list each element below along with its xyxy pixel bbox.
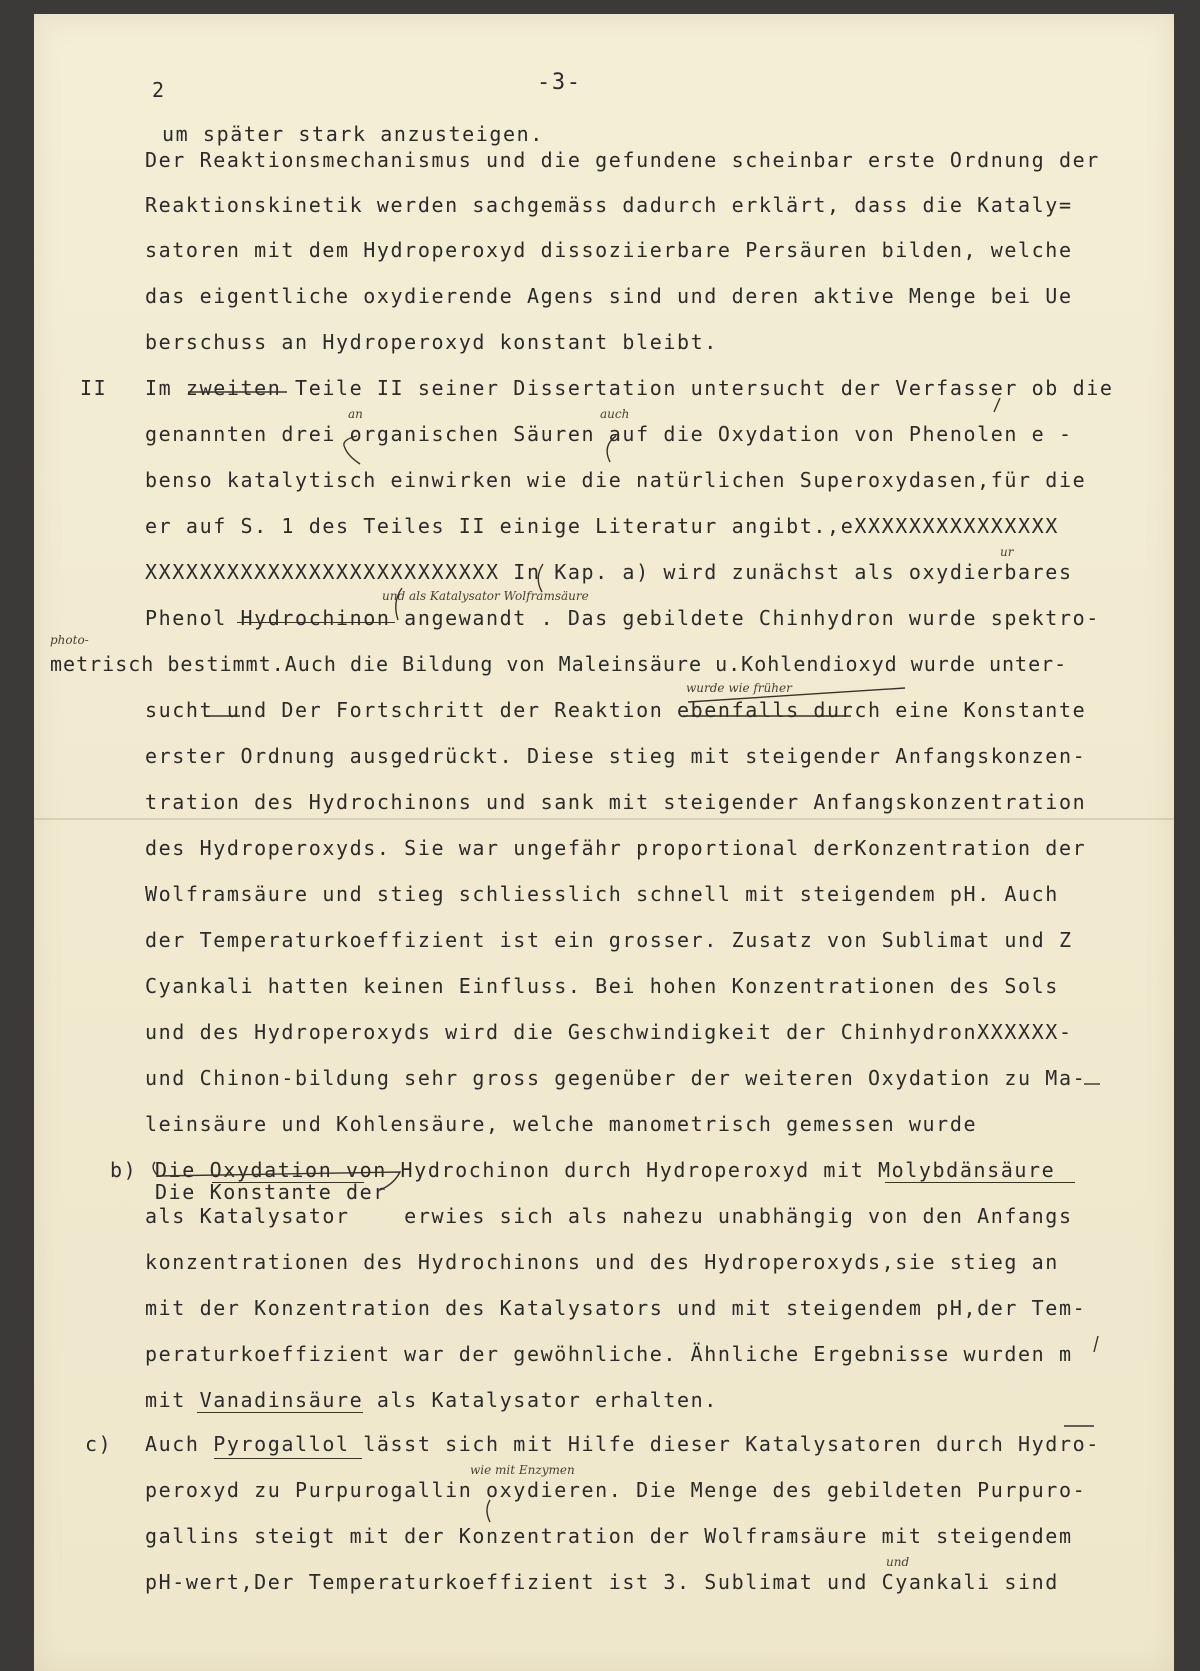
text-line: pH-wert,Der Temperaturkoeffizient ist 3. Sublimat und Cyankali sind xyxy=(145,1570,1059,1594)
text-line: sucht und Der Fortschritt der Reaktion ebenfalls durch eine Konstante xyxy=(145,698,1087,722)
text-line: Auch Pyrogallol lässt sich mit Hilfe dieser Katalysatoren durch Hydro- xyxy=(145,1432,1100,1456)
handwritten-ur: ur xyxy=(1000,545,1014,559)
text-line: peroxyd zu Purpurogallin oxydieren. Die Menge des gebildeten Purpuro- xyxy=(145,1478,1087,1502)
text-line: gallins steigt mit der Konzentration der Wolframsäure mit steigendem xyxy=(145,1524,1073,1548)
text-line: Wolframsäure und stieg schliesslich schnell mit steigendem pH. Auch xyxy=(145,882,1059,906)
underline xyxy=(885,1182,1075,1183)
underline xyxy=(237,622,395,623)
text-line: er auf S. 1 des Teiles II einige Literatur angibt.,eXXXXXXXXXXXXXXX xyxy=(145,514,1059,538)
handwritten-photo: photo- xyxy=(50,633,89,647)
text-line: metrisch bestimmt.Auch die Bildung von Maleinsäure u.Kohlendioxyd wurde unter- xyxy=(50,652,1068,676)
handwritten-auch: auch xyxy=(600,407,630,421)
handwritten-wurde: wurde wie früher xyxy=(686,681,792,695)
text-line: genannten drei organischen Säuren auf die Oxydation von Phenolen e - xyxy=(145,422,1073,446)
fold-line xyxy=(34,818,1174,820)
text-line: als Katalysator erwies sich als nahezu unabhängig von den Anfangs xyxy=(145,1204,1073,1228)
underline xyxy=(197,1412,363,1413)
text-line: peraturkoeffizient war der gewöhnliche. Ähnliche Ergebnisse wurden m xyxy=(145,1342,1073,1366)
page-number-left: 2 xyxy=(152,78,166,102)
text-line: der Temperaturkoeffizient ist ein grosser. Zusatz von Sublimat und Z xyxy=(145,928,1073,952)
text-line: berschuss an Hydroperoxyd konstant bleibt. xyxy=(145,330,718,354)
text-line: tration des Hydrochinons und sank mit steigender Anfangskonzentration xyxy=(145,790,1087,814)
underline xyxy=(212,1182,364,1183)
text-line: Die Konstante der xyxy=(155,1180,387,1204)
section-marker-II: II xyxy=(80,376,108,400)
text-line: Phenol Hydrochinon angewandt . Das gebildete Chinhydron wurde spektro- xyxy=(145,606,1100,630)
text-line: das eigentliche oxydierende Agens sind und deren aktive Menge bei Ue xyxy=(145,284,1073,308)
text-line: erster Ordnung ausgedrückt. Diese stieg mit steigender Anfangskonzen- xyxy=(145,744,1087,768)
text-line: mit der Konzentration des Katalysators und mit steigendem pH,der Tem- xyxy=(145,1296,1087,1320)
text-line: und Chinon-bildung sehr gross gegenüber der weiteren Oxydation zu Ma- xyxy=(145,1066,1087,1090)
text-line: benso katalytisch einwirken wie die natürlichen Superoxydasen,für die xyxy=(145,468,1087,492)
handwritten-enzymen: wie mit Enzymen xyxy=(470,1463,575,1477)
handwritten-wolfram: und als Katalysator Wolframsäure xyxy=(382,589,589,603)
section-marker-c: c) xyxy=(85,1432,113,1456)
text-line: Cyankali hatten keinen Einfluss. Bei hohen Konzentrationen des Sols xyxy=(145,974,1059,998)
handwritten-und: und xyxy=(886,1555,910,1569)
text-line: Im zweiten Teile II seiner Dissertation untersucht der Verfasser ob die xyxy=(145,376,1114,400)
handwritten-an: an xyxy=(348,407,363,421)
text-line: des Hydroperoxyds. Sie war ungefähr proportional derKonzentration der xyxy=(145,836,1087,860)
section-marker-b: b) xyxy=(110,1158,138,1182)
text-line: mit Vanadinsäure als Katalysator erhalten. xyxy=(145,1388,718,1412)
text-line: leinsäure und Kohlensäure, welche manometrisch gemessen wurde xyxy=(145,1112,978,1136)
page-number-center: -3- xyxy=(537,70,582,95)
text-line: und des Hydroperoxyds wird die Geschwindigkeit der ChinhydronXXXXXX- xyxy=(145,1020,1073,1044)
text-line: Der Reaktionsmechanismus und die gefundene scheinbar erste Ordnung der xyxy=(145,148,1100,172)
text-line: Reaktionskinetik werden sachgemäss dadurch erklärt, dass die Kataly= xyxy=(145,193,1073,217)
text-line: konzentrationen des Hydrochinons und des Hydroperoxyds,sie stieg an xyxy=(145,1250,1059,1274)
text-line: satoren mit dem Hydroperoxyd dissoziierbare Persäuren bilden, welche xyxy=(145,238,1073,262)
underline xyxy=(214,1458,362,1459)
text-line: um später stark anzusteigen. xyxy=(162,122,544,146)
text-line: XXXXXXXXXXXXXXXXXXXXXXXXXX In Kap. a) wird zunächst als oxydierbares xyxy=(145,560,1073,584)
text-line: Die Oxydation von Hydrochinon durch Hydroperoxyd mit Molybdänsäure xyxy=(155,1158,1056,1182)
